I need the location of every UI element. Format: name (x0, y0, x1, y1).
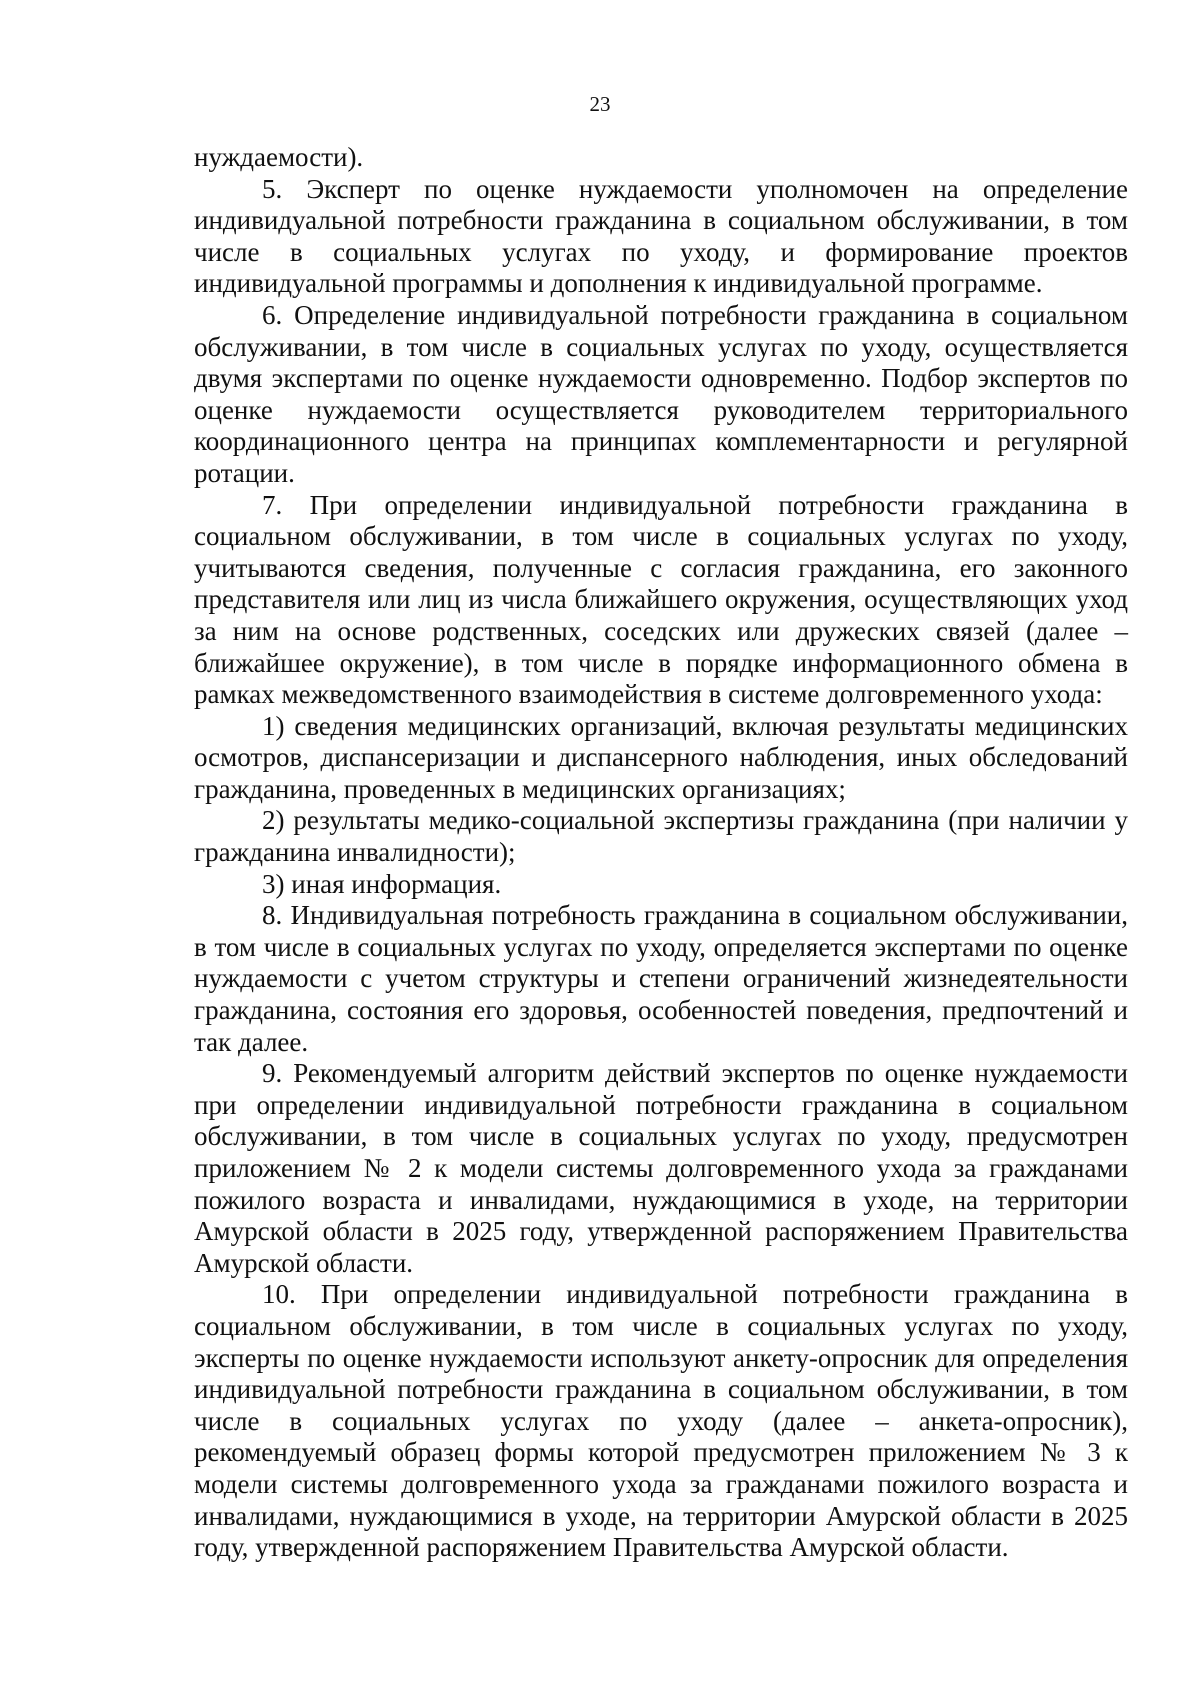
paragraph-item-5: 5. Эксперт по оценке нуждаемости уполномочен на определение индивидуальной потребности гражданина в социальном обслуживании, в том числе в социальных услугах по уходу, и формирование проектов индивидуальной программы и дополнения к индивидуальной программе. (194, 173, 1128, 299)
paragraph-item-7: 7. При определении индивидуальной потребности гражданина в социальном обслуживании, в том числе в социальных услугах по уходу, учитываются сведения, полученные с согласия гражданина, его законного представителя или лиц из числа ближайшего окружения, осуществляющих уход за ним на основе родственных, соседских или дружеских связей (далее – ближайшее окружение), в том числе в порядке информационного обмена в рамках межведомственного взаимодействия в системе долговременного ухода: (194, 489, 1128, 710)
paragraph-item-9: 9. Рекомендуемый алгоритм действий экспертов по оценке нуждаемости при определении индивидуальной потребности гражданина в социальном обслуживании, в том числе в социальных услугах по уходу, предусмотрен приложением № 2 к модели системы долговременного ухода за гражданами пожилого возраста и инвалидами, нуждающимися в уходе, на территории Амурской области в 2025 году, утвержденной распоряжением Правительства Амурской области. (194, 1058, 1128, 1278)
subitem-7-3: 3) иная информация. (262, 868, 502, 899)
subitem-7-2: 2) результаты медико-социальной экспертизы гражданина (при наличии у гражданина инвалидности); (194, 805, 1128, 868)
subitem-7-1: 1) сведения медицинских организаций, включая результаты медицинских осмотров, диспансеризации и диспансерного наблюдения, иных обследований гражданина, проведенных в медицинских организациях; (194, 710, 1128, 804)
page-number: 23 (589, 92, 611, 116)
paragraph-item-6: 6. Определение индивидуальной потребности гражданина в социальном обслуживании, в том числе в социальных услугах по уходу, осуществляется двумя экспертами по оценке нуждаемости одновременно. Подбор экспертов по оценке нуждаемости осуществляется руководителем территориального координационного центра на принципах комплементарности и регулярной ротации. (194, 299, 1128, 488)
document-body (194, 142, 1128, 1564)
paragraph-item-8: 8. Индивидуальная потребность гражданина в социальном обслуживании, в том числе в социальных услугах по уходу, определяется экспертами по оценке нуждаемости с учетом структуры и степени ограничений жизнедеятельности гражданина, состояния его здоровья, особенностей поведения, предпочтений и так далее. (194, 900, 1128, 1057)
paragraph-continuation: нуждаемости). (194, 142, 364, 172)
paragraph-item-10: 10. При определении индивидуальной потребности гражданина в социальном обслуживании, в том числе в социальных услугах по уходу, эксперты по оценке нуждаемости используют анкету-опросник для определения индивидуальной потребности гражданина в социальном обслуживании, в том числе в социальных услугах по уходу (далее – анкета-опросник), рекомендуемый образец формы которой предусмотрен приложением № 3 к модели системы долговременного ухода за гражданами пожилого возраста и инвалидами, нуждающимися в уходе, на территории Амурской области в 2025 году, утвержденной распоряжением Правительства Амурской области. (194, 1279, 1128, 1563)
